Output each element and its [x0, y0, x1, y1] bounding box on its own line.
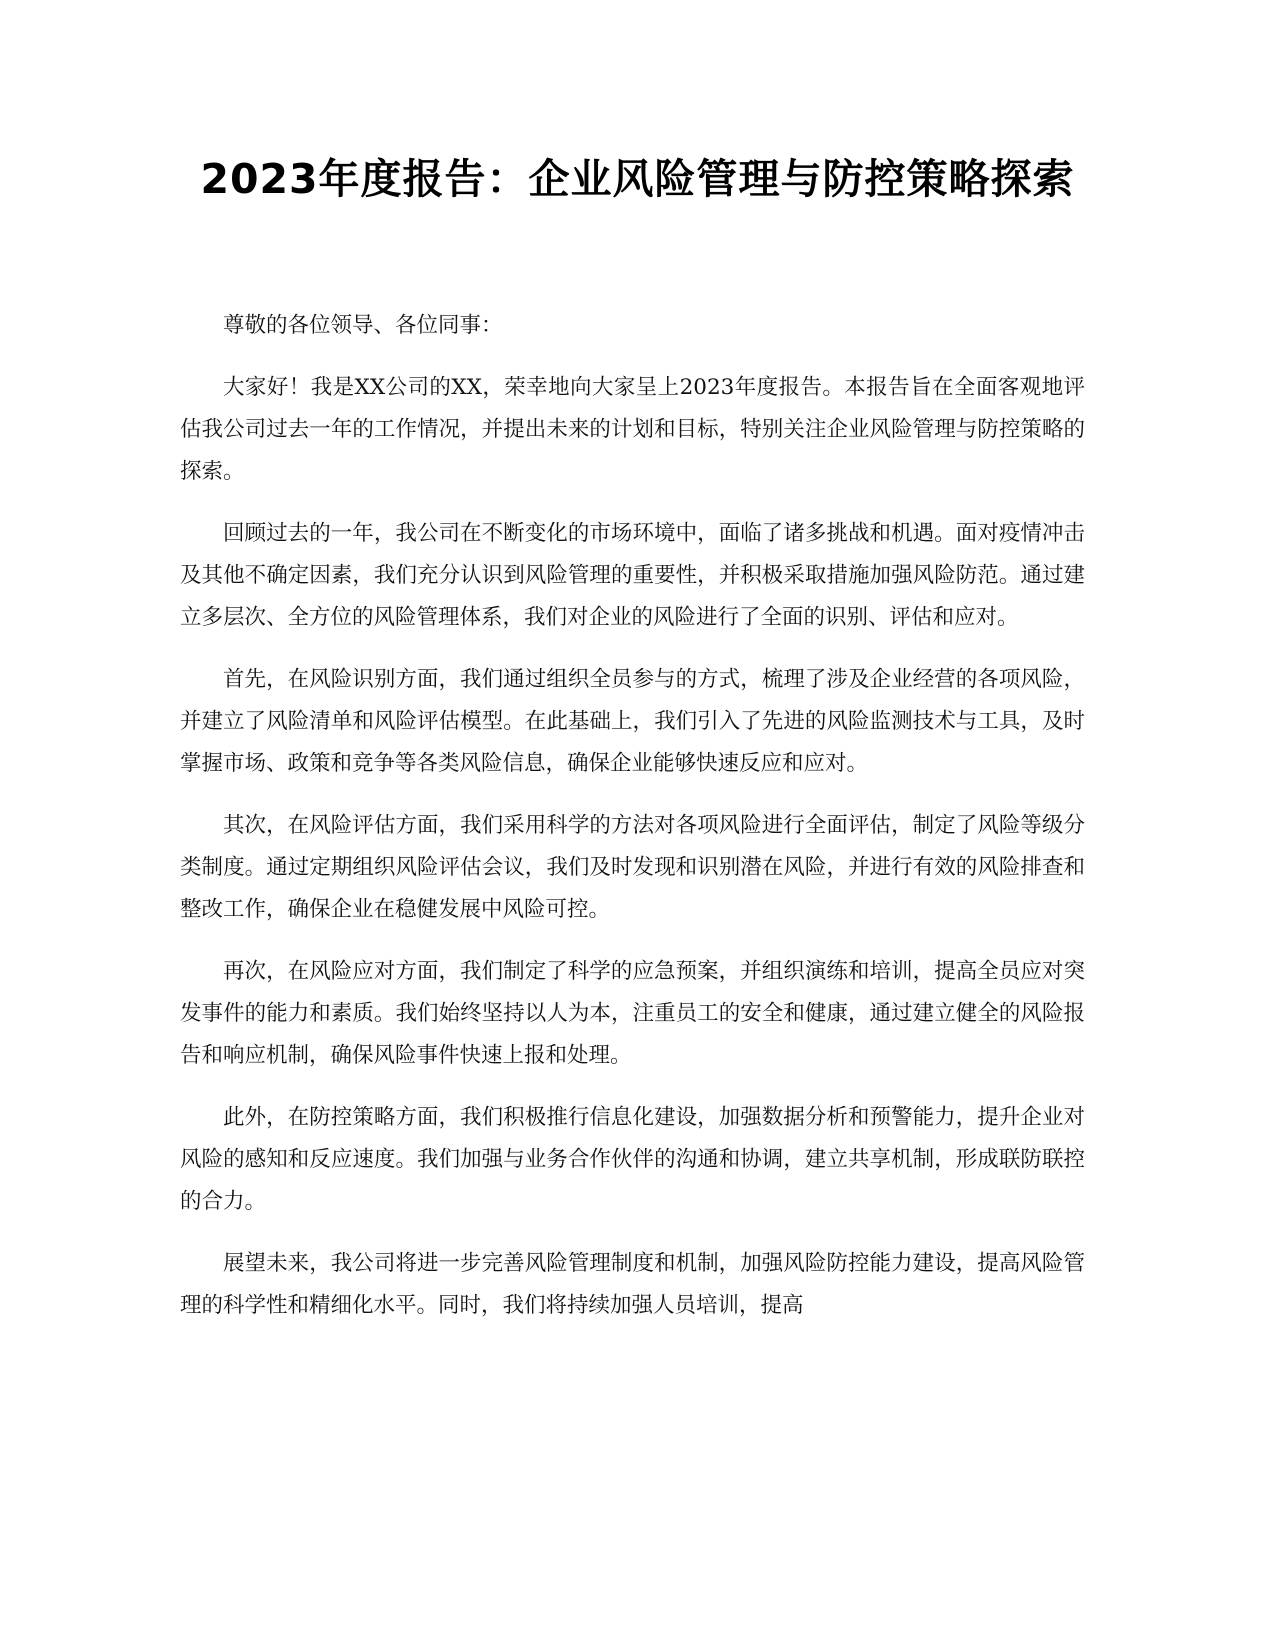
- paragraph-risk-response: 再次，在风险应对方面，我们制定了科学的应急预案，并组织演练和培训，提高全员应对突发事件的能力和素质。我们始终坚持以人为本，注重员工的安全和健康，通过建立健全的风险报告和响应机制，确保风险事件快速上报和处理。: [180, 959, 1085, 1068]
- paragraph-intro: 大家好！我是XX公司的XX，荣幸地向大家呈上2023年度报告。本报告旨在全面客观地评估我公司过去一年的工作情况，并提出未来的计划和目标，特别关注企业风险管理与防控策略的探索。: [180, 375, 1085, 484]
- paragraph-review: 回顾过去的一年，我公司在不断变化的市场环境中，面临了诸多挑战和机遇。面对疫情冲击及其他不确定因素，我们充分认识到风险管理的重要性，并积极采取措施加强风险防范。通过建立多层次、全方位的风险管理体系，我们对企业的风险进行了全面的识别、评估和应对。: [180, 521, 1085, 630]
- paragraph-prevention-strategy: 此外，在防控策略方面，我们积极推行信息化建设，加强数据分析和预警能力，提升企业对风险的感知和反应速度。我们加强与业务合作伙伴的沟通和协调，建立共享机制，形成联防联控的合力。: [180, 1105, 1085, 1214]
- document-body: [180, 305, 1085, 1347]
- salutation: 尊敬的各位领导、各位同事：: [223, 313, 503, 338]
- paragraph-outlook: 展望未来，我公司将进一步完善风险管理制度和机制，加强风险防控能力建设，提高风险管理的科学性和精细化水平。同时，我们将持续加强人员培训，提高: [180, 1251, 1085, 1318]
- document-title: 2023年度报告：企业风险管理与防控策略探索: [200, 155, 1075, 203]
- paragraph-risk-assessment: 其次，在风险评估方面，我们采用科学的方法对各项风险进行全面评估，制定了风险等级分类制度。通过定期组织风险评估会议，我们及时发现和识别潜在风险，并进行有效的风险排查和整改工作，确保企业在稳健发展中风险可控。: [180, 813, 1085, 922]
- paragraph-risk-identification: 首先，在风险识别方面，我们通过组织全员参与的方式，梳理了涉及企业经营的各项风险，并建立了风险清单和风险评估模型。在此基础上，我们引入了先进的风险监测技术与工具，及时掌握市场、政策和竞争等各类风险信息，确保企业能够快速反应和应对。: [180, 667, 1085, 776]
